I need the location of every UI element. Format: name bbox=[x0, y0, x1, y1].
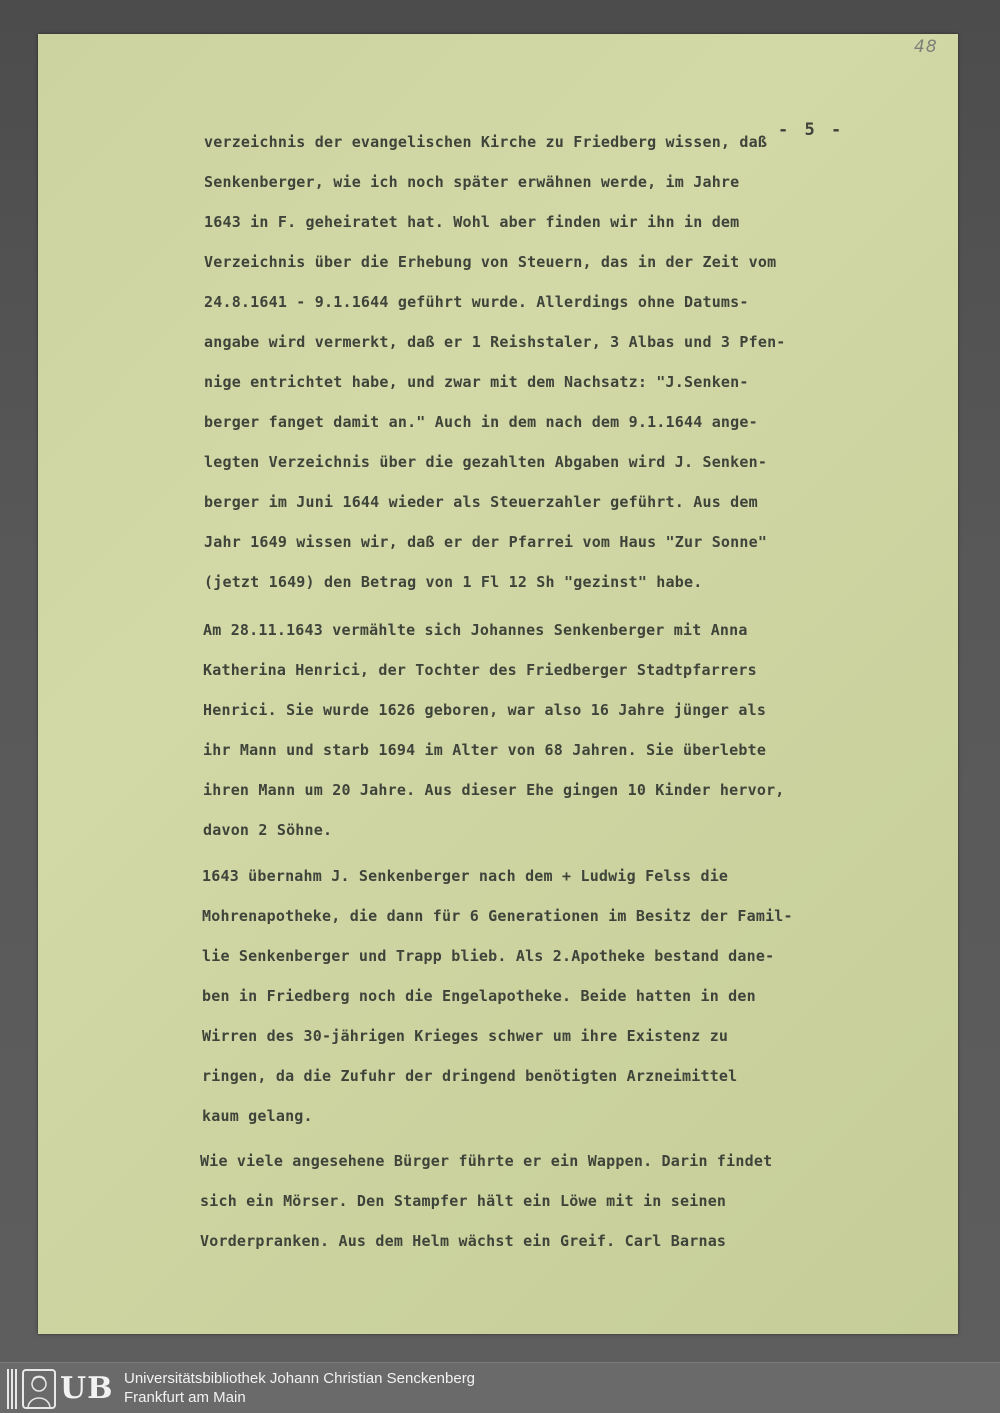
text-line: sich ein Mörser. Den Stampfer hält ein Löwe mit in seinen bbox=[200, 1192, 727, 1210]
library-footer bbox=[0, 1362, 1000, 1413]
paragraph-coat-of-arms bbox=[200, 1141, 924, 1261]
logo-bars-icon bbox=[6, 1369, 18, 1409]
text-line: nige entrichtet habe, und zwar mit dem Nachsatz: "J.Senken- bbox=[204, 373, 749, 391]
text-line: Wirren des 30-jährigen Krieges schwer um ihre Existenz zu bbox=[202, 1027, 729, 1045]
text-line: ihren Mann um 20 Jahre. Aus dieser Ehe gingen 10 Kinder hervor, bbox=[203, 781, 785, 799]
text-line: Katherina Henrici, der Tochter des Friedberger Stadtpfarrers bbox=[203, 661, 757, 679]
text-line: 1643 übernahm J. Senkenberger nach dem + Ludwig Felss die bbox=[202, 867, 729, 885]
text-line: 24.8.1641 - 9.1.1644 geführt wurde. Allerdings ohne Datums- bbox=[204, 293, 749, 311]
text-line: (jetzt 1649) den Betrag von 1 Fl 12 Sh "gezinst" habe. bbox=[204, 573, 703, 591]
paragraph-pharmacy bbox=[202, 856, 926, 1136]
text-line: kaum gelang. bbox=[202, 1107, 313, 1125]
paragraph-tax-records bbox=[204, 122, 928, 602]
pencil-folio-number: 48 bbox=[914, 37, 938, 57]
text-line: 1643 in F. geheiratet hat. Wohl aber finden wir ihn in dem bbox=[204, 213, 740, 231]
text-line: verzeichnis der evangelischen Kirche zu Friedberg wissen, daß bbox=[204, 133, 768, 151]
institution-line-2: Frankfurt am Main bbox=[124, 1389, 246, 1406]
text-line: lie Senkenberger und Trapp blieb. Als 2.Apotheke bestand dane- bbox=[202, 947, 775, 965]
text-line: Mohrenapotheke, die dann für 6 Generationen im Besitz der Famil- bbox=[202, 907, 793, 925]
institution-name bbox=[124, 1369, 475, 1407]
text-line: legten Verzeichnis über die gezahlten Abgaben wird J. Senken- bbox=[204, 453, 768, 471]
text-line: ben in Friedberg noch die Engelapotheke. Beide hatten in den bbox=[202, 987, 756, 1005]
text-line: Wie viele angesehene Bürger führte er ein Wappen. Darin findet bbox=[200, 1152, 773, 1170]
text-line: Verzeichnis über die Erhebung von Steuern, das in der Zeit vom bbox=[204, 253, 777, 271]
text-line: Am 28.11.1643 vermählte sich Johannes Senkenberger mit Anna bbox=[203, 621, 748, 639]
text-line: ringen, da die Zufuhr der dringend benötigten Arzneimittel bbox=[202, 1067, 738, 1085]
institution-line-1: Universitätsbibliothek Johann Christian Senckenberg bbox=[124, 1370, 476, 1387]
portrait-icon bbox=[22, 1369, 56, 1409]
text-line: angabe wird vermerkt, daß er 1 Reishstaler, 3 Albas und 3 Pfen- bbox=[204, 333, 786, 351]
paragraph-marriage bbox=[203, 610, 927, 850]
text-line: Senkenberger, wie ich noch später erwähnen werde, im Jahre bbox=[204, 173, 740, 191]
logo-text: UB bbox=[60, 1371, 114, 1406]
text-line: Vorderpranken. Aus dem Helm wächst ein Greif. Carl Barnas bbox=[200, 1232, 727, 1250]
text-line: Henrici. Sie wurde 1626 geboren, war also 16 Jahre jünger als bbox=[203, 701, 767, 719]
text-line: davon 2 Söhne. bbox=[203, 821, 333, 839]
text-line: Jahr 1649 wissen wir, daß er der Pfarrei vom Haus "Zur Sonne" bbox=[204, 533, 768, 551]
text-line: berger im Juni 1644 wieder als Steuerzahler geführt. Aus dem bbox=[204, 493, 758, 511]
text-line: ihr Mann und starb 1694 im Alter von 68 Jahren. Sie überlebte bbox=[203, 741, 767, 759]
text-line: berger fanget damit an." Auch in dem nach dem 9.1.1644 ange- bbox=[204, 413, 758, 431]
ub-logo bbox=[6, 1369, 116, 1409]
page-number: - 5 - bbox=[778, 120, 845, 140]
